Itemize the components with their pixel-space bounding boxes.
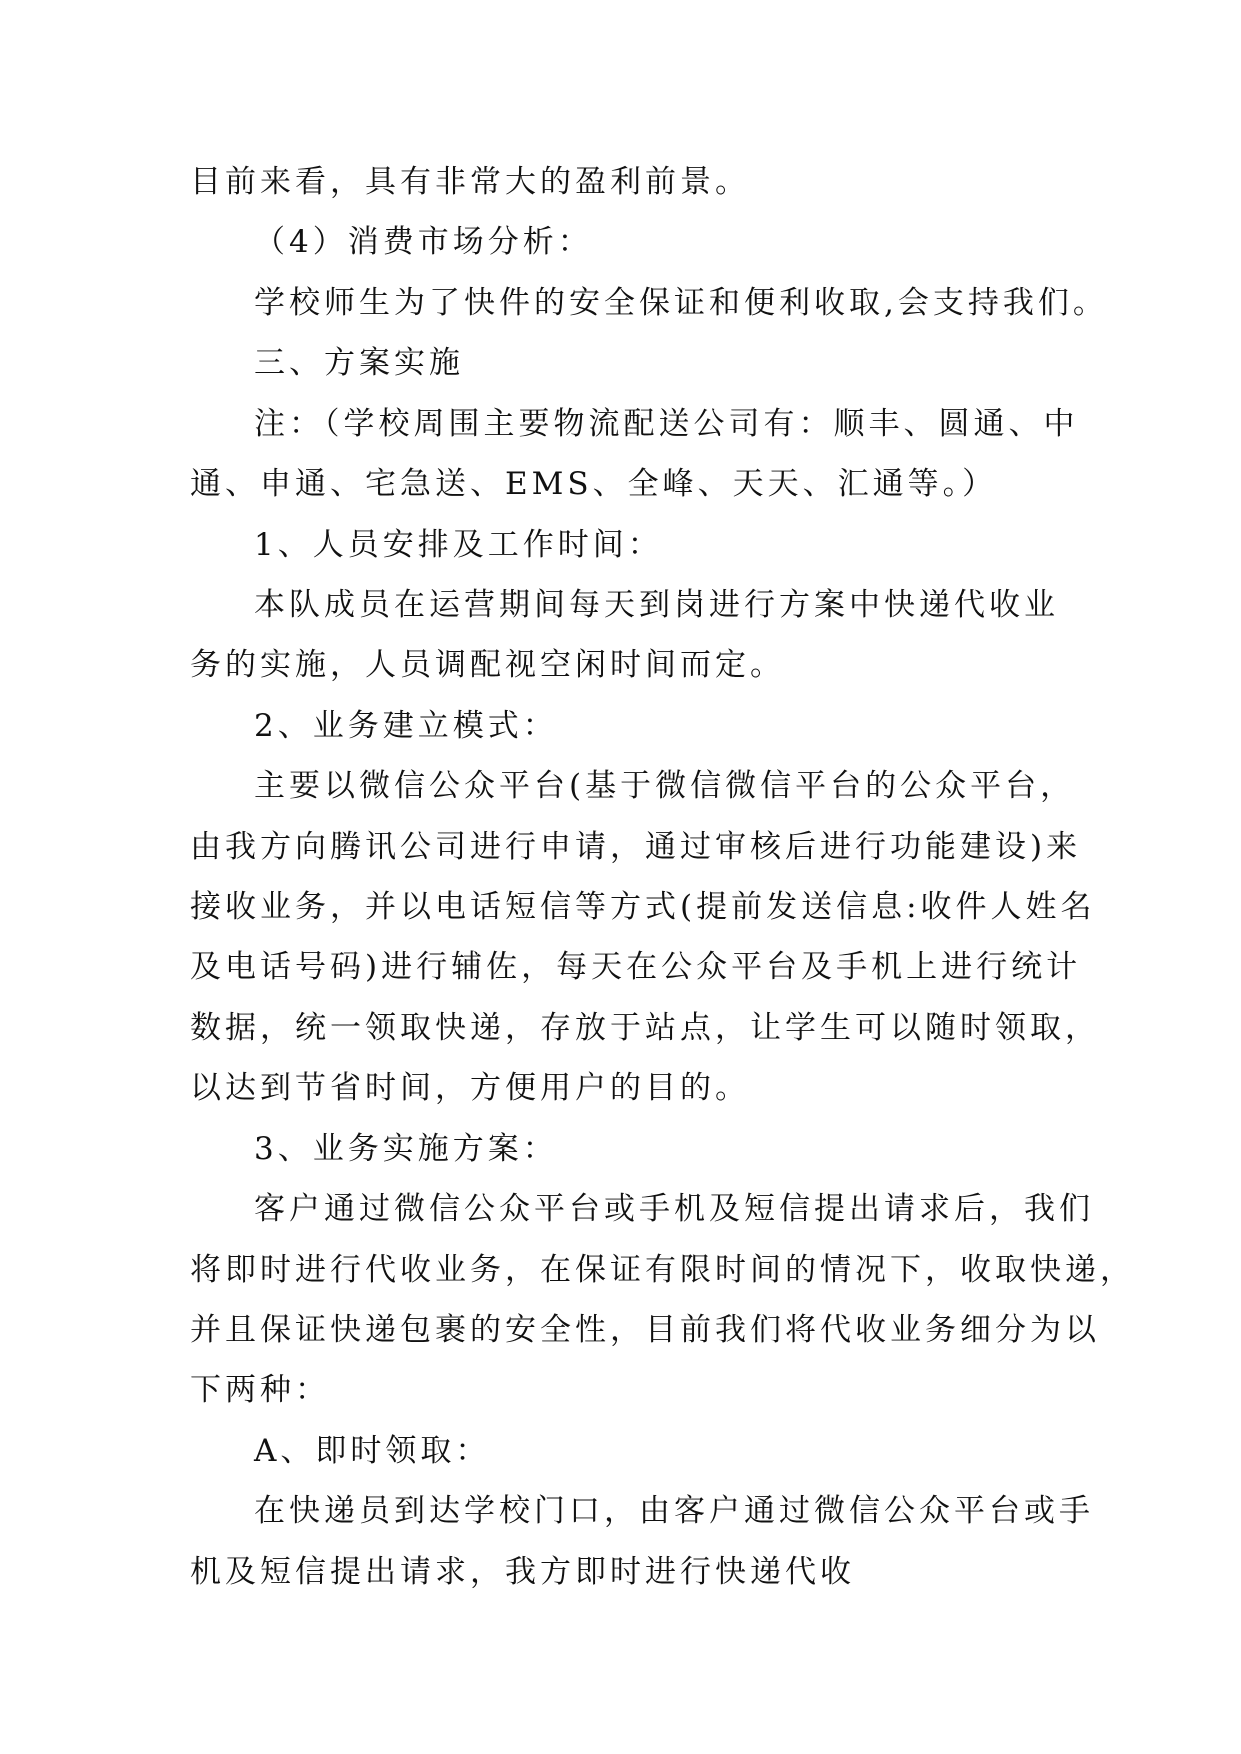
section-heading: 3、业务实施方案：	[254, 1131, 558, 1167]
text-line: 下两种：	[190, 1372, 330, 1408]
section-heading: （4）消费市场分析：	[254, 224, 593, 260]
section-heading: 1、人员安排及工作时间：	[254, 527, 663, 563]
section-heading: 2、业务建立模式：	[254, 708, 558, 744]
text-line: 数据，统一领取快递，存放于站点，让学生可以随时领取，	[190, 1010, 1100, 1046]
text-line: 将即时进行代收业务，在保证有限时间的情况下，收取快递，	[190, 1252, 1135, 1288]
text-line: 以达到节省时间，方便用户的目的。	[190, 1070, 750, 1106]
text-line: 由我方向腾讯公司进行申请，通过审核后进行功能建设)来	[190, 829, 1082, 865]
section-heading: A、即时领取：	[254, 1433, 491, 1469]
text-line: 及电话号码)进行辅佐，每天在公众平台及手机上进行统计	[190, 949, 1082, 985]
text-line: 通、申通、宅急送、EMS、全峰、天天、汇通等。）	[190, 466, 998, 502]
text-line: 学校师生为了快件的安全保证和便利收取,会支持我们。	[254, 285, 1108, 321]
text-line: 接收业务，并以电话短信等方式(提前发送信息:收件人姓名	[190, 889, 1096, 925]
text-line: 目前来看，具有非常大的盈利前景。	[190, 164, 750, 200]
text-line: 务的实施，人员调配视空闲时间而定。	[190, 647, 785, 683]
text-line: 本队成员在运营期间每天到岗进行方案中快递代收业	[254, 587, 1059, 623]
text-line: 机及短信提出请求，我方即时进行快递代收	[190, 1554, 855, 1590]
section-heading: 三、方案实施	[254, 345, 464, 381]
text-line: 注：（学校周围主要物流配送公司有：顺丰、圆通、中	[254, 406, 1079, 442]
text-line: 主要以微信公众平台(基于微信微信平台的公众平台，	[254, 768, 1076, 804]
text-line: 客户通过微信公众平台或手机及短信提出请求后，我们	[254, 1191, 1094, 1227]
text-line: 在快递员到达学校门口，由客户通过微信公众平台或手	[254, 1493, 1094, 1529]
text-line: 并且保证快递包裹的安全性，目前我们将代收业务细分为以	[190, 1312, 1100, 1348]
